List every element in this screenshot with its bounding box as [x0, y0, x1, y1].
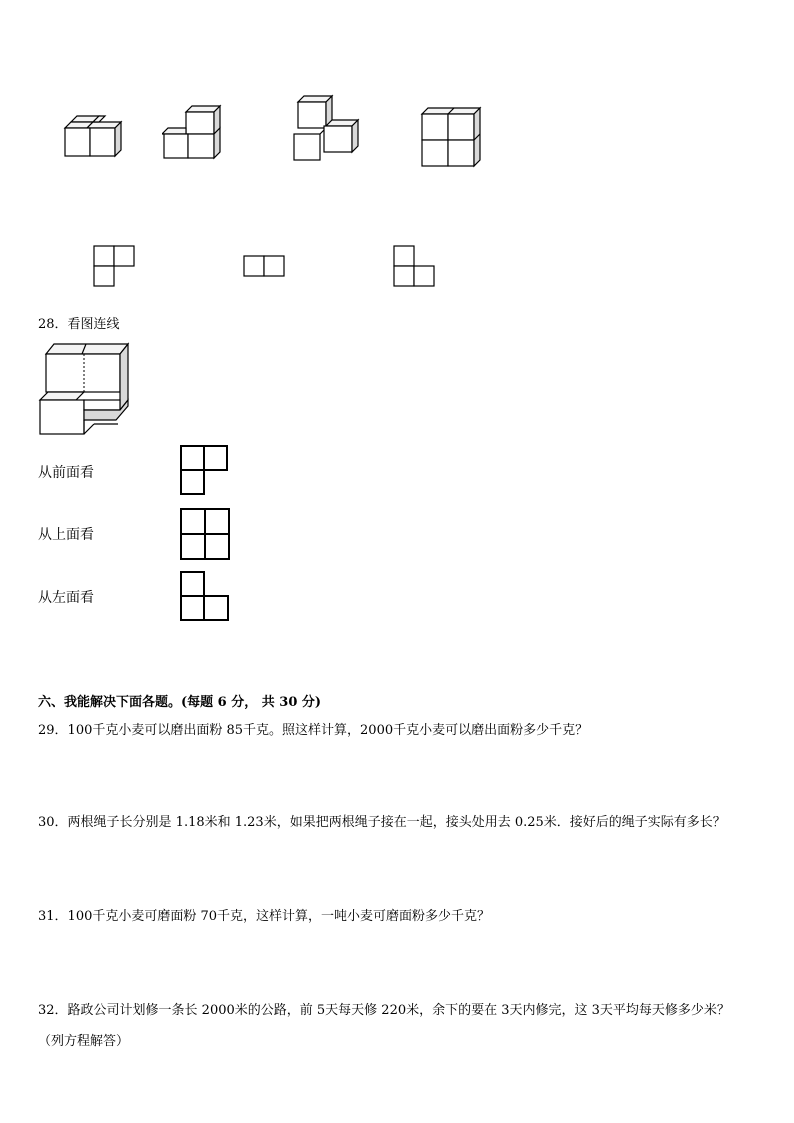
view-shape-3 — [392, 244, 438, 290]
view-answer-top — [178, 506, 234, 564]
view-answer-left — [178, 569, 234, 625]
question-28-title: 28．看图连线 — [38, 317, 120, 332]
cube-figure-1 — [60, 110, 130, 162]
question-31: 31．100千克小麦可磨面粉 70千克，这样计算，一吨小麦可磨面粉多少千克？ — [38, 909, 491, 924]
cube-figure-4 — [418, 104, 488, 170]
view-shape-2 — [242, 254, 288, 280]
view-label-front: 从前面看 — [38, 465, 94, 481]
cube-solid-figure — [36, 338, 132, 438]
view-label-left: 从左面看 — [38, 590, 94, 606]
view-answer-front — [178, 443, 232, 499]
question-30: 30．两根绳子长分别是 1.18米和 1.23米，如果把两根绳子接在一起，接头处用去 0.25米．接好后的绳子实际有多长？ — [38, 815, 726, 830]
question-29: 29．100千克小麦可以磨出面粉 85千克。照这样计算，2000千克小麦可以磨出面粉多少千克？ — [38, 723, 589, 738]
section-6-heading: 六、我能解决下面各题。(每题 6 分， 共 30 分) — [38, 695, 322, 710]
view-shape-1 — [92, 244, 138, 290]
view-label-top: 从上面看 — [38, 527, 94, 543]
cube-figure-2 — [162, 98, 232, 164]
question-32: 32．路政公司计划修一条长 2000米的公路，前 5天每天修 220米，余下的要在 3天内修完，这 3天平均每天修多少米？ — [38, 1003, 730, 1018]
question-32-note: （列方程解答） — [38, 1034, 130, 1049]
cube-figure-3 — [288, 92, 368, 164]
